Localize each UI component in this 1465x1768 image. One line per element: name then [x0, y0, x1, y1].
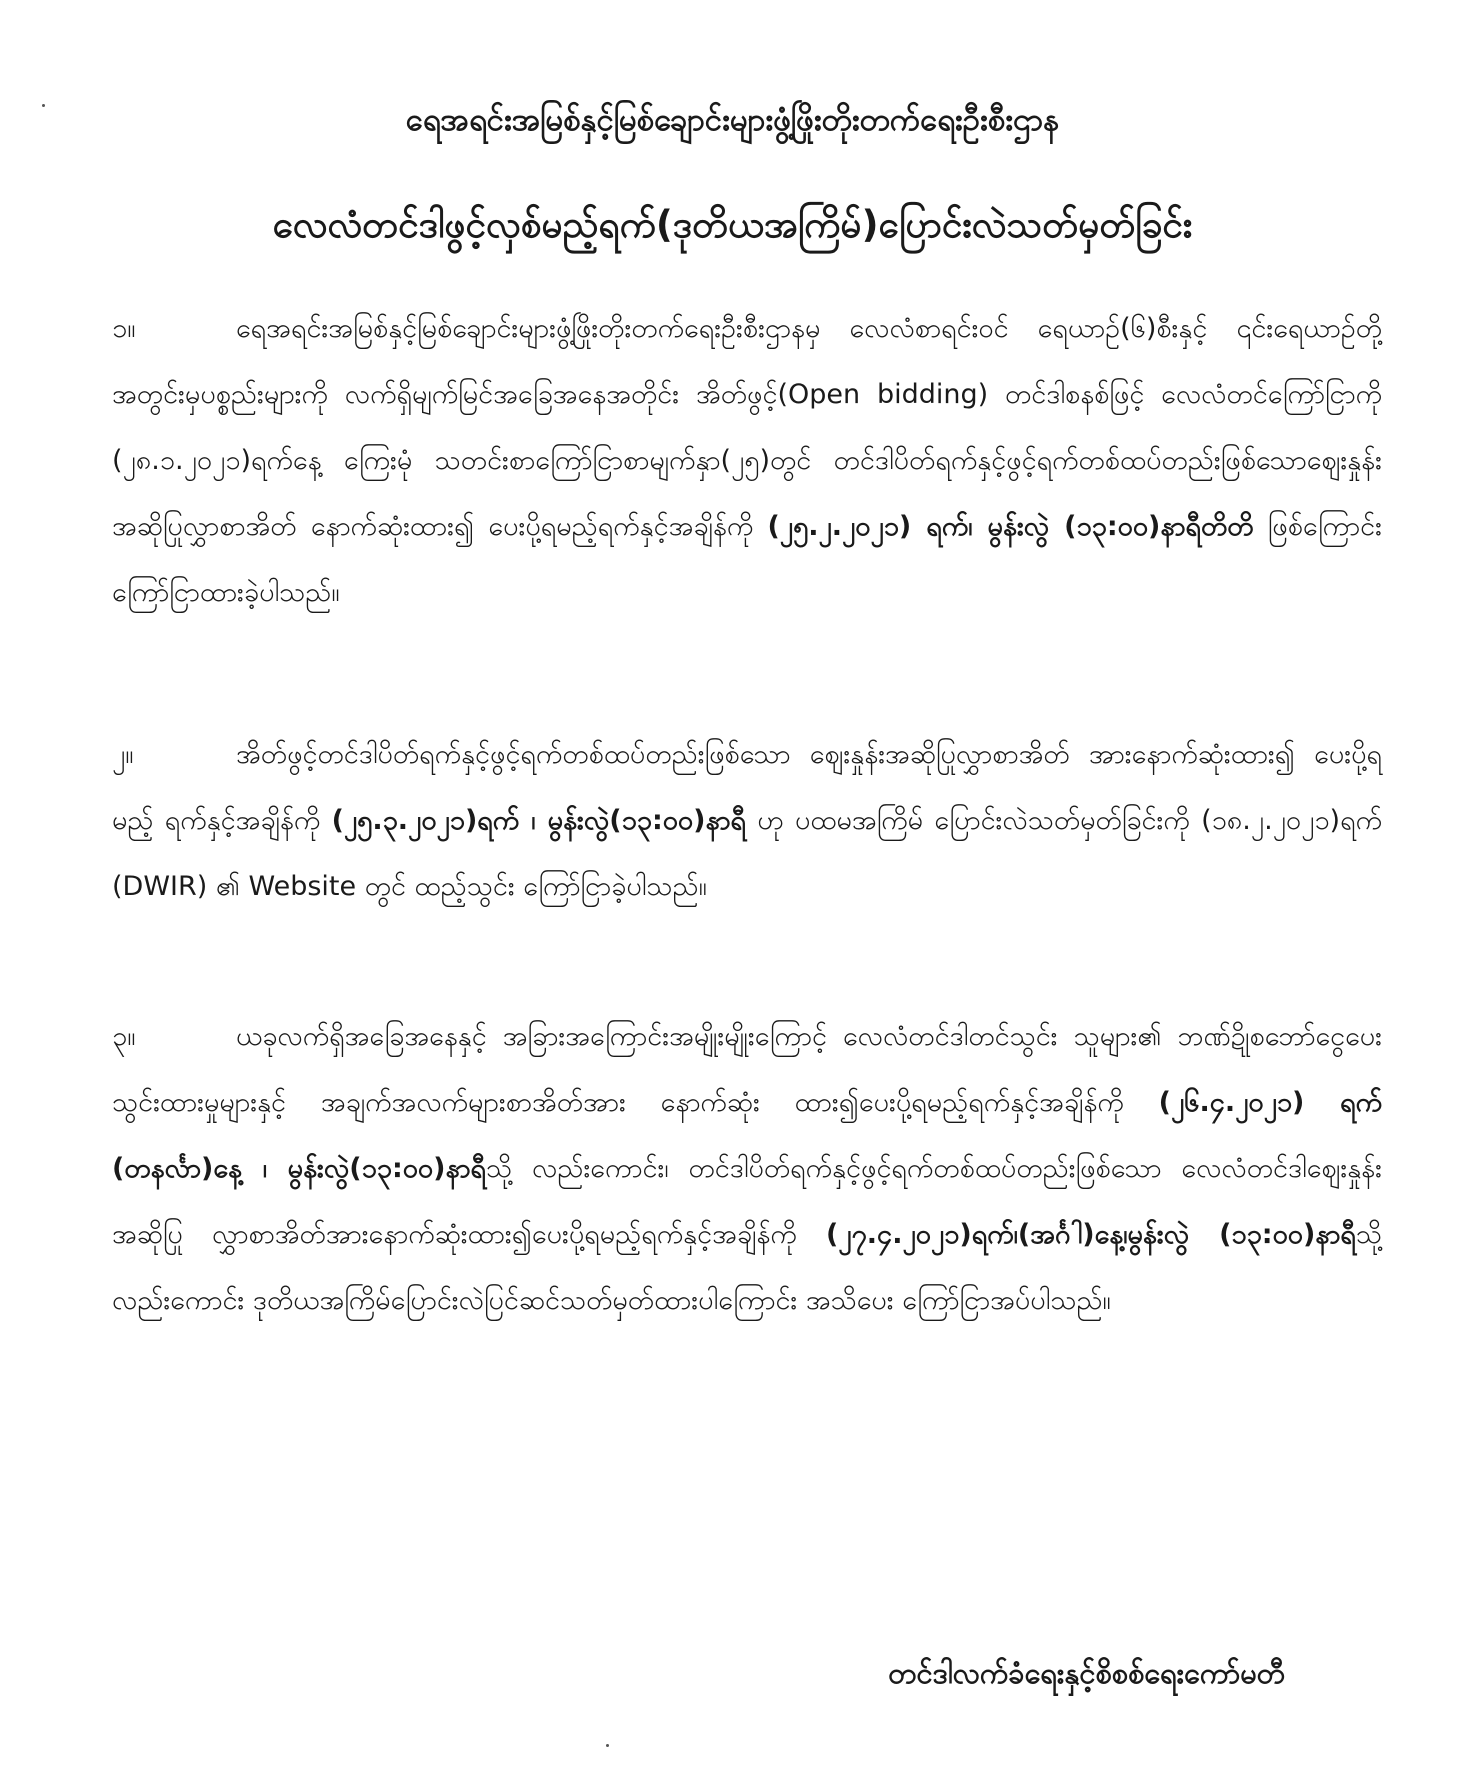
paragraph-text: ဟု ပထမအကြိမ် ပြောင်းလဲသတ်မှတ်ခြင်းကို (၁၈.၂.၂၀၂၁)ရက် (DWIR) ၏ Website တွင် ထည့်သွင်း ကြော်ငြာခဲ့ပါသည်။: [112, 805, 1383, 902]
paragraph-text: ယခုလက်ရှိအခြေအနေနှင့် အခြားအကြောင်းအမျိုးမျိုးကြောင့် လေလံတင်ဒါတင်သွင်း သူများ၏ ဘဏ်ဍိုစဘော်ငွေပေးသွင်းထားမှုများနှင့် အချက်အလက်များစာအိတ်အား နောက်ဆုံး ထား၍ပေးပို့ရမည့်ရက်နှင့်အချိန်ကို: [112, 1021, 1382, 1118]
committee-signature: တင်ဒါလက်ခံရေးနှင့်စိစစ်ရေးကော်မတီ: [888, 1656, 1285, 1690]
scan-speck: [606, 1744, 609, 1747]
paragraph-number: ၁။: [112, 313, 136, 344]
paragraph-text: ရေအရင်းအမြစ်နှင့်မြစ်ချောင်းများဖွံ့ဖြိုးတိုးတက်ရေးဦးစီးဌာနမှ လေလံစာရင်းဝင် ရေယာဉ်(၆)စီးနှင့် ၎င်းရေယာဉ်တို့အတွင်းမှပစ္စည်းများကို လက်ရှိမျက်မြင်အခြေအနေအတိုင်း အိတ်ဖွင့်(Open bidding) တင်ဒါစနစ်ဖြင့် လေလံတင်ကြော်ငြာကို (၂၈.၁.၂၀၂၁)ရက်နေ့ ကြေးမုံ သတင်းစာကြော်ငြာစာမျက်နှာ(၂၅)တွင် တင်ဒါပိတ်ရက်နှင့်ဖွင့်ရက်တစ်ထပ်တည်းဖြစ်သောဈေးနှုန်း အဆိုပြုလွှာစာအိတ် နောက်ဆုံးထား၍ ပေးပို့ရမည့်ရက်နှင့်အချိန်ကို: [112, 313, 1382, 542]
deadline-highlight: (၂၆.၄.၂၀၂၁) ရက် (တနင်္လာ)နေ့ ၊ မွန်းလွဲ(၁၃:၀၀)နာရီ: [112, 1087, 1383, 1184]
page-title: လေလံတင်ဒါဖွင့်လှစ်မည့်ရက်(ဒုတိယအကြိမ်)ပြောင်းလဲသတ်မှတ်ခြင်း: [272, 203, 1193, 246]
scan-speck: [42, 104, 45, 107]
paragraph-text: အိတ်ဖွင့်တင်ဒါပိတ်ရက်နှင့်ဖွင့်ရက်တစ်ထပ်တည်းဖြစ်သော ဈေးနှုန်းအဆိုပြုလွှာစာအိတ် အားနောက်ဆုံးထား၍ ပေးပို့ရမည့် ရက်နှင့်အချိန်ကို: [112, 739, 1382, 836]
paragraph-number: ၂။: [112, 739, 134, 770]
paragraph-number: ၃။: [112, 1021, 136, 1052]
paragraph-3: [112, 1004, 1382, 1334]
deadline-highlight: (၂၅.၂.၂၀၂၁) ရက်၊ မွန်းလွဲ (၁၃:၀၀)နာရီတိတိ: [767, 511, 1254, 542]
paragraph-1: [112, 296, 1382, 626]
deadline-highlight: (၂၇.၄.၂၀၂၁)ရက်၊(အင်္ဂါ)နေ့၊မွန်းလွဲ (၁၃:၀၀)နာရီ: [825, 1219, 1356, 1250]
deadline-highlight: (၂၅.၃.၂၀၂၁)ရက် ၊ မွန်းလွဲ(၁၃:၀၀)နာရီ: [331, 805, 747, 836]
paragraph-text: ဖြစ်ကြောင်း ကြော်ငြာထားခဲ့ပါသည်။: [112, 511, 1382, 608]
paragraph-2: [112, 722, 1382, 920]
department-heading: ရေအရင်းအမြစ်နှင့်မြစ်ချောင်းများဖွံ့ဖြိုးတိုးတက်ရေးဦးစီးဌာန: [405, 102, 1060, 138]
paragraph-text: သို့ လည်းကောင်း၊ တင်ဒါပိတ်ရက်နှင့်ဖွင့်ရက်တစ်ထပ်တည်းဖြစ်သော လေလံတင်ဒါဈေးနှုန်းအဆိုပြု လွှာစာအိတ်အားနောက်ဆုံးထား၍ပေးပို့ရမည့်ရက်နှင့်အချိန်ကို: [112, 1153, 1383, 1250]
paragraph-text: သို့လည်းကောင်း ဒုတိယအကြိမ်ပြောင်းလဲပြင်ဆင်သတ်မှတ်ထားပါကြောင်း အသိပေး ကြော်ငြာအပ်ပါသည်။: [112, 1219, 1382, 1316]
